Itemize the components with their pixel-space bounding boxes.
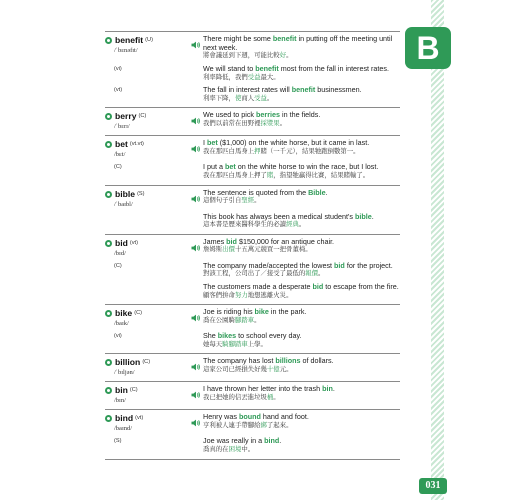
headword-line: [105, 238, 191, 249]
sense-part-of-speech: (C): [114, 262, 122, 269]
example-text: [203, 437, 400, 454]
circle-bullet-icon: [105, 113, 112, 120]
english-highlight: billions: [275, 356, 301, 366]
chinese-text: 我在那匹白馬身上: [203, 148, 255, 156]
example-sentence-chinese: [203, 74, 400, 83]
entry-headword-column: [105, 139, 191, 159]
speaker-icon: [191, 309, 203, 327]
english-text: The sentence is quoted from the: [203, 187, 309, 197]
chinese-text: 我已把她的信丟進垃圾: [203, 394, 267, 402]
english-text: I put a: [203, 162, 225, 172]
part-of-speech: (U): [145, 37, 153, 43]
chinese-highlight: 聖經: [241, 197, 255, 205]
dictionary-entry: [105, 409, 400, 459]
english-text: The company has lost: [203, 356, 276, 366]
chinese-highlight: 腳踏車: [234, 316, 255, 324]
english-text: in putting off the meeting until next week.: [203, 34, 393, 52]
example-sentence-chinese: [203, 394, 400, 403]
sense-row: [105, 385, 400, 405]
english-text: in the park.: [268, 307, 307, 317]
example-text: [203, 86, 400, 103]
english-highlight: bid: [312, 281, 324, 291]
headword: bike: [115, 308, 133, 319]
english-highlight: bid: [226, 236, 237, 246]
example-sentence-chinese: [203, 422, 400, 431]
english-text: Henry was: [203, 412, 239, 422]
circle-bullet-icon: [105, 37, 112, 44]
english-text: hand and foot.: [260, 412, 309, 422]
entry-headword-column: [105, 189, 191, 209]
chinese-text: 我們以前常在田野裡: [203, 120, 261, 128]
audio-icon-column: [191, 332, 203, 333]
english-text: This book has always been a medical student's: [203, 211, 355, 221]
chinese-highlight: 騎腳踏車: [222, 340, 248, 348]
example-text: [203, 385, 400, 402]
english-text: I: [203, 138, 207, 148]
audio-icon-column: [191, 189, 203, 208]
example-sentence-english: [203, 35, 400, 52]
chinese-text: 賭（一千元），結果牠跑倒數第一。: [260, 148, 360, 156]
dictionary-entry: [105, 234, 400, 304]
headword-line: [105, 35, 191, 46]
chinese-text: 將會議延到下週，可能比較: [203, 52, 280, 60]
pronunciation: /bɪd/: [114, 249, 126, 257]
sense-row: [105, 238, 400, 258]
circle-bullet-icon: [105, 415, 112, 422]
chinese-text: 中。: [241, 446, 255, 454]
headword-line: [105, 357, 191, 368]
english-highlight: bound: [238, 412, 261, 422]
example-text: [203, 308, 400, 325]
dictionary-entry: [105, 135, 400, 184]
chinese-highlight: 出價: [222, 246, 235, 254]
english-text: on the white horse to win the race, but I lost.: [235, 162, 379, 172]
entry-headword-column: [105, 357, 191, 377]
audio-icon-column: [191, 139, 203, 158]
chinese-text: 了起來。: [266, 422, 293, 430]
entry-headword-column: [105, 35, 191, 55]
sense-part-of-speech: (vi): [114, 333, 122, 340]
chinese-highlight: 努力: [234, 291, 248, 299]
pronunciation: /bɪn/: [114, 397, 126, 405]
example-text: [203, 111, 400, 128]
english-text: .: [279, 436, 282, 446]
speaker-icon: [191, 386, 203, 404]
example-sentence-chinese: [203, 172, 400, 181]
headword: benefit: [115, 35, 144, 45]
chinese-text: 對該工程，公司出了／接受了最低的: [203, 270, 306, 278]
speaker-icon: [191, 140, 203, 158]
example-sentence-english: [203, 189, 400, 198]
dictionary-entry: [105, 304, 400, 353]
page-number: 031: [419, 478, 447, 494]
english-highlight: bet: [207, 138, 218, 148]
example-sentence-chinese: [203, 95, 400, 104]
speaker-icon: [191, 239, 203, 257]
chinese-text: 。: [254, 197, 261, 205]
chinese-text: 。: [279, 120, 287, 128]
example-sentence-english: [203, 213, 400, 222]
chinese-text: 地想逃離火災。: [247, 291, 293, 299]
example-sentence-chinese: [203, 270, 400, 279]
english-highlight: bike: [254, 307, 269, 317]
sense-part-of-speech: (vi): [114, 65, 122, 72]
headword-line: [105, 308, 191, 319]
audio-icon-column: [191, 213, 203, 214]
pronunciation: /ˈbɛnəfɪt/: [114, 47, 138, 54]
speaker-icon: [191, 414, 203, 432]
english-text: The customers made a desperate: [203, 281, 313, 291]
audio-icon-column: [191, 163, 203, 164]
circle-bullet-icon: [105, 141, 112, 148]
entry-headword-column: [105, 332, 191, 341]
audio-icon-column: [191, 283, 203, 284]
circle-bullet-icon: [105, 191, 112, 198]
sense-part-of-speech: (S): [114, 438, 122, 445]
chinese-text: 。: [286, 52, 293, 60]
pronunciation: /ˈbaɪbl/: [114, 200, 133, 208]
english-text: Joe is riding his: [203, 307, 255, 317]
entry-headword-column: [105, 308, 191, 328]
chinese-highlight: 經典: [286, 221, 299, 229]
chinese-highlight: 好: [279, 52, 287, 60]
chinese-text: 亨利被人連手帶腳給: [203, 422, 261, 430]
chinese-highlight: 困境: [228, 446, 242, 454]
chinese-text: 喬在公園騎: [203, 316, 235, 324]
example-text: [203, 163, 400, 180]
english-text: .: [332, 384, 335, 394]
entry-headword-column: [105, 65, 191, 74]
example-sentence-chinese: [203, 197, 400, 206]
english-highlight: bind: [264, 436, 280, 446]
circle-bullet-icon: [105, 387, 112, 394]
chinese-highlight: 受益: [254, 94, 267, 102]
english-highlight: bid: [334, 260, 345, 270]
entry-headword-column: [105, 262, 191, 271]
pronunciation: /ˈbɪljən/: [114, 369, 135, 377]
english-text: to school every day.: [236, 331, 302, 341]
sense-row: [105, 357, 400, 377]
speaker-icon: [191, 112, 203, 130]
headword-line: [105, 189, 191, 200]
english-text: to escape from the fire.: [323, 281, 399, 291]
sense-part-of-speech: (C): [114, 164, 122, 171]
part-of-speech: (S): [137, 190, 145, 197]
example-sentence-chinese: [203, 341, 400, 350]
pronunciation: /ˈbɛrɪ/: [114, 123, 130, 131]
dictionary-entry: [105, 381, 400, 409]
chinese-highlight: 綁: [260, 422, 267, 430]
part-of-speech: (C): [142, 359, 151, 366]
example-sentence-english: [203, 437, 400, 446]
audio-icon-column: [191, 86, 203, 87]
audio-icon-column: [191, 385, 203, 404]
sense-row: [105, 213, 400, 230]
part-of-speech: (vt): [135, 415, 144, 422]
sense-row: [105, 111, 400, 131]
example-text: [203, 332, 400, 349]
part-of-speech: (vt): [129, 239, 138, 246]
english-text: $150,000 for an antique chair.: [236, 236, 335, 246]
pronunciation: /baɪk/: [114, 320, 129, 328]
headword-line: [105, 111, 191, 122]
headword: billion: [115, 357, 141, 368]
entry-headword-column: [105, 238, 191, 258]
english-text: of dollars.: [300, 356, 334, 366]
english-text: businessmen.: [315, 85, 362, 95]
chinese-text: ，指望牠贏得比賽，結果賭輸了。: [273, 172, 370, 180]
english-highlight: bible: [355, 211, 372, 221]
chinese-text: 元。: [279, 366, 293, 374]
example-sentence-english: [203, 283, 400, 292]
audio-icon-column: [191, 262, 203, 263]
chinese-text: 十五萬元競買一把骨董椅。: [234, 246, 312, 254]
english-highlight: bin: [322, 384, 333, 394]
sense-row: [105, 308, 400, 328]
example-sentence-english: [203, 163, 400, 172]
english-highlight: berries: [256, 110, 280, 120]
example-sentence-chinese: [203, 120, 400, 129]
speaker-icon: [191, 358, 203, 376]
sense-row: [105, 283, 400, 300]
example-sentence-chinese: [203, 366, 400, 375]
chinese-text: 她每天: [203, 340, 223, 348]
sense-row: [105, 139, 400, 159]
chinese-highlight: 賭: [266, 172, 274, 180]
english-highlight: benefit: [291, 85, 316, 95]
example-text: [203, 283, 400, 300]
english-text: .: [325, 187, 328, 197]
chinese-highlight: 十億: [266, 366, 280, 374]
example-text: [203, 65, 400, 82]
circle-bullet-icon: [105, 359, 112, 366]
example-text: [203, 413, 400, 430]
audio-icon-column: [191, 111, 203, 130]
headword-line: [105, 139, 191, 150]
dictionary-entry: [105, 185, 400, 234]
entry-headword-column: [105, 413, 191, 433]
audio-icon-column: [191, 437, 203, 438]
chinese-text: 利率下降，: [203, 94, 235, 102]
chinese-text: 。: [266, 94, 274, 102]
speaker-icon: [191, 36, 203, 54]
sense-row: [105, 65, 400, 82]
example-text: [203, 238, 400, 255]
english-text: We used to pick: [203, 110, 257, 120]
chinese-text: 商人: [241, 94, 255, 102]
chinese-text: 。: [254, 316, 261, 324]
chinese-highlight: 採漿果: [260, 120, 280, 128]
part-of-speech: (vt.vt): [129, 141, 144, 148]
pronunciation: /baɪnd/: [114, 425, 133, 433]
chinese-text: 喬真的在: [203, 446, 229, 454]
chinese-text: 。: [273, 394, 280, 402]
example-sentence-english: [203, 308, 400, 317]
example-sentence-english: [203, 139, 400, 148]
headword: bid: [115, 237, 128, 248]
dictionary-entries: [105, 31, 400, 460]
audio-icon-column: [191, 308, 203, 327]
entry-headword-column: [105, 385, 191, 405]
english-highlight: bikes: [217, 331, 237, 341]
circle-bullet-icon: [105, 310, 112, 317]
dictionary-entry: [105, 353, 400, 381]
speaker-icon: [191, 190, 203, 208]
chinese-highlight: 使: [234, 94, 242, 102]
english-text: James: [203, 236, 227, 246]
sense-row: [105, 413, 400, 433]
sense-row: [105, 332, 400, 349]
example-sentence-english: [203, 357, 400, 366]
chinese-text: 利率降低，我們: [203, 73, 248, 81]
audio-icon-column: [191, 357, 203, 376]
headword-line: [105, 413, 191, 424]
sense-row: [105, 189, 400, 209]
english-text: The fall in interest rates will: [203, 85, 292, 95]
entry-headword-column: [105, 437, 191, 446]
example-sentence-english: [203, 413, 400, 422]
chinese-text: 這本書是歷來醫科學生的必讀: [203, 221, 287, 229]
audio-icon-column: [191, 35, 203, 54]
example-sentence-chinese: [203, 246, 400, 255]
sense-row: [105, 163, 400, 180]
sense-row: [105, 35, 400, 61]
english-text: She: [203, 331, 218, 341]
headword: bind: [115, 413, 134, 424]
section-letter-tab: B: [405, 27, 451, 69]
circle-bullet-icon: [105, 240, 112, 247]
english-text: I have thrown her letter into the trash: [203, 384, 323, 394]
chinese-highlight: 押: [254, 148, 261, 156]
english-text: We will stand to: [203, 63, 256, 73]
entry-headword-column: [105, 86, 191, 95]
sense-row: [105, 86, 400, 103]
audio-icon-column: [191, 238, 203, 257]
example-text: [203, 357, 400, 374]
entry-headword-column: [105, 111, 191, 131]
english-text: in the fields.: [280, 110, 321, 120]
example-text: [203, 262, 400, 279]
chinese-highlight: 受益: [247, 73, 261, 81]
headword: bet: [115, 139, 128, 150]
audio-icon-column: [191, 413, 203, 432]
dictionary-entry: [105, 107, 400, 135]
chinese-highlight: 報價: [305, 270, 319, 278]
headword: berry: [115, 111, 137, 122]
chinese-text: 上學。: [247, 340, 267, 348]
example-sentence-english: [203, 332, 400, 341]
sense-row: [105, 262, 400, 279]
headword: bin: [115, 385, 128, 396]
english-highlight: benefit: [272, 34, 297, 43]
example-sentence-chinese: [203, 52, 400, 61]
audio-icon-column: [191, 65, 203, 66]
chinese-highlight: 桶: [266, 394, 274, 402]
english-text: for the project.: [344, 260, 393, 270]
chinese-text: 顧客們拚命: [203, 291, 235, 299]
english-text: most from the fall in interest rates.: [278, 63, 390, 73]
pronunciation: /bɛt/: [114, 151, 126, 159]
english-highlight: benefit: [255, 63, 279, 73]
english-highlight: bet: [224, 162, 236, 172]
example-text: [203, 139, 400, 156]
chinese-text: 這個句子引自: [203, 197, 242, 205]
side-stripe-band: [431, 0, 444, 500]
sense-row: [105, 437, 400, 454]
example-text: [203, 35, 400, 61]
example-text: [203, 189, 400, 206]
part-of-speech: (C): [129, 387, 138, 394]
part-of-speech: (C): [134, 310, 142, 317]
english-text: .: [371, 211, 374, 221]
part-of-speech: (C): [138, 113, 147, 120]
english-text: Joe was really in a: [203, 436, 265, 446]
chinese-text: 我在那匹白馬身上押了: [203, 172, 267, 180]
chinese-text: 詹姆斯: [203, 246, 223, 254]
example-sentence-english: [203, 385, 400, 394]
sense-part-of-speech: (vt): [114, 87, 123, 94]
example-sentence-english: [203, 111, 400, 120]
example-sentence-chinese: [203, 292, 400, 301]
chinese-text: 這家公司已經損失好幾: [203, 366, 267, 374]
example-sentence-chinese: [203, 317, 400, 326]
example-sentence-chinese: [203, 148, 400, 157]
chinese-text: 最大。: [260, 73, 280, 81]
example-sentence-english: [203, 65, 400, 74]
english-text: ($1,000) on the white horse, but it came in last.: [217, 138, 370, 148]
english-text: The company made/accepted the lowest: [203, 260, 335, 270]
headword-line: [105, 385, 191, 396]
chinese-text: 。: [298, 221, 306, 229]
entry-headword-column: [105, 163, 191, 172]
chinese-text: 。: [318, 270, 325, 278]
example-sentence-english: [203, 86, 400, 95]
dictionary-entry: [105, 31, 400, 107]
english-highlight: Bible: [308, 187, 326, 197]
example-text: [203, 213, 400, 230]
headword: bible: [115, 188, 136, 199]
english-text: There might be some: [203, 34, 273, 43]
example-sentence-chinese: [203, 446, 400, 455]
example-sentence-chinese: [203, 221, 400, 230]
